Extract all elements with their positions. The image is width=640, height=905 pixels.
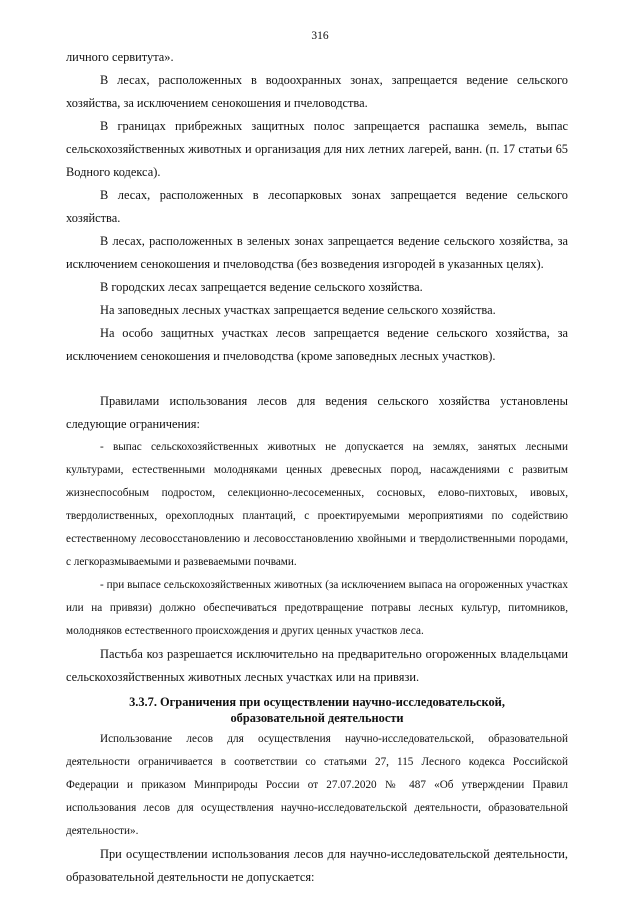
section-heading-line: образовательной деятельности bbox=[230, 711, 404, 725]
section-heading-line: 3.3.7. Ограничения при осуществлении научно-исследовательской, bbox=[129, 695, 505, 709]
paragraph: В лесах, расположенных в водоохранных зонах, запрещается ведение сельского хозяйства, за исключением сенокошения и пчеловодства. bbox=[66, 73, 568, 110]
section-heading bbox=[66, 694, 568, 726]
page-body bbox=[66, 46, 568, 889]
page-number: 316 bbox=[311, 30, 329, 42]
paragraph: На особо защитных участках лесов запрещается ведение сельского хозяйства, за исключением сенокошения и пчеловодства (кроме заповедных лесных участков). bbox=[66, 326, 568, 363]
paragraph: При осуществлении использования лесов для научно-исследовательской деятельности, образовательной деятельности не допускается: bbox=[66, 847, 568, 884]
list-item: - выпас сельскохозяйственных животных не допускается на землях, занятых лесными культурами, естественными молодняками ценных древесных пород, насаждениями с развитым жизнеспособным подростом, селекционно-лесосеменных, сосновых, елово-пихтовых, ивовых, твердолиственных, орехоплодных плантаций, с проектируемыми мероприятиями по содействию естественному лесовосстановлению и лесовосстановлению хвойными и твердолиственными породами, с легкоразмываемыми и развеваемыми почвами. bbox=[66, 441, 568, 568]
list-item: - при выпасе сельскохозяйственных животных (за исключением выпаса на огороженных участках или на привязи) должно обеспечиваться предотвращение потравы лесных культур, питомников, молодняков естественного происхождения и других ценных участков леса. bbox=[66, 579, 568, 637]
paragraph: Правилами использования лесов для ведения сельского хозяйства установлены следующие ограничения: bbox=[66, 394, 568, 431]
paragraph: В городских лесах запрещается ведение сельского хозяйства. bbox=[100, 280, 423, 294]
section-gap bbox=[66, 368, 568, 390]
paragraph: личного сервитута». bbox=[66, 50, 174, 64]
paragraph: Использование лесов для осуществления научно-исследовательской, образовательной деятельности ограничивается в соответствии со статьями 27, 115 Лесного кодекса Российской Федерации и приказом Минприроды России от 27.07.2020 № 487 «Об утверждении Правил использования лесов для осуществления научно-исследовательской деятельности, образовательной деятельности». bbox=[66, 733, 568, 837]
paragraph: На заповедных лесных участках запрещается ведение сельского хозяйства. bbox=[100, 303, 496, 317]
paragraph: В границах прибрежных защитных полос запрещается распашка земель, выпас сельскохозяйственных животных и организация для них летних лагерей, ванн. (п. 17 статьи 65 Водного кодекса). bbox=[66, 119, 568, 179]
paragraph: В лесах, расположенных в лесопарковых зонах запрещается ведение сельского хозяйства. bbox=[66, 188, 568, 225]
paragraph: В лесах, расположенных в зеленых зонах запрещается ведение сельского хозяйства, за исключением сенокошения и пчеловодства (без возведения изгородей в указанных целях). bbox=[66, 234, 568, 271]
paragraph: Пастьба коз разрешается исключительно на предварительно огороженных владельцами сельскохозяйственных животных лесных участках или на привязи. bbox=[66, 647, 568, 684]
